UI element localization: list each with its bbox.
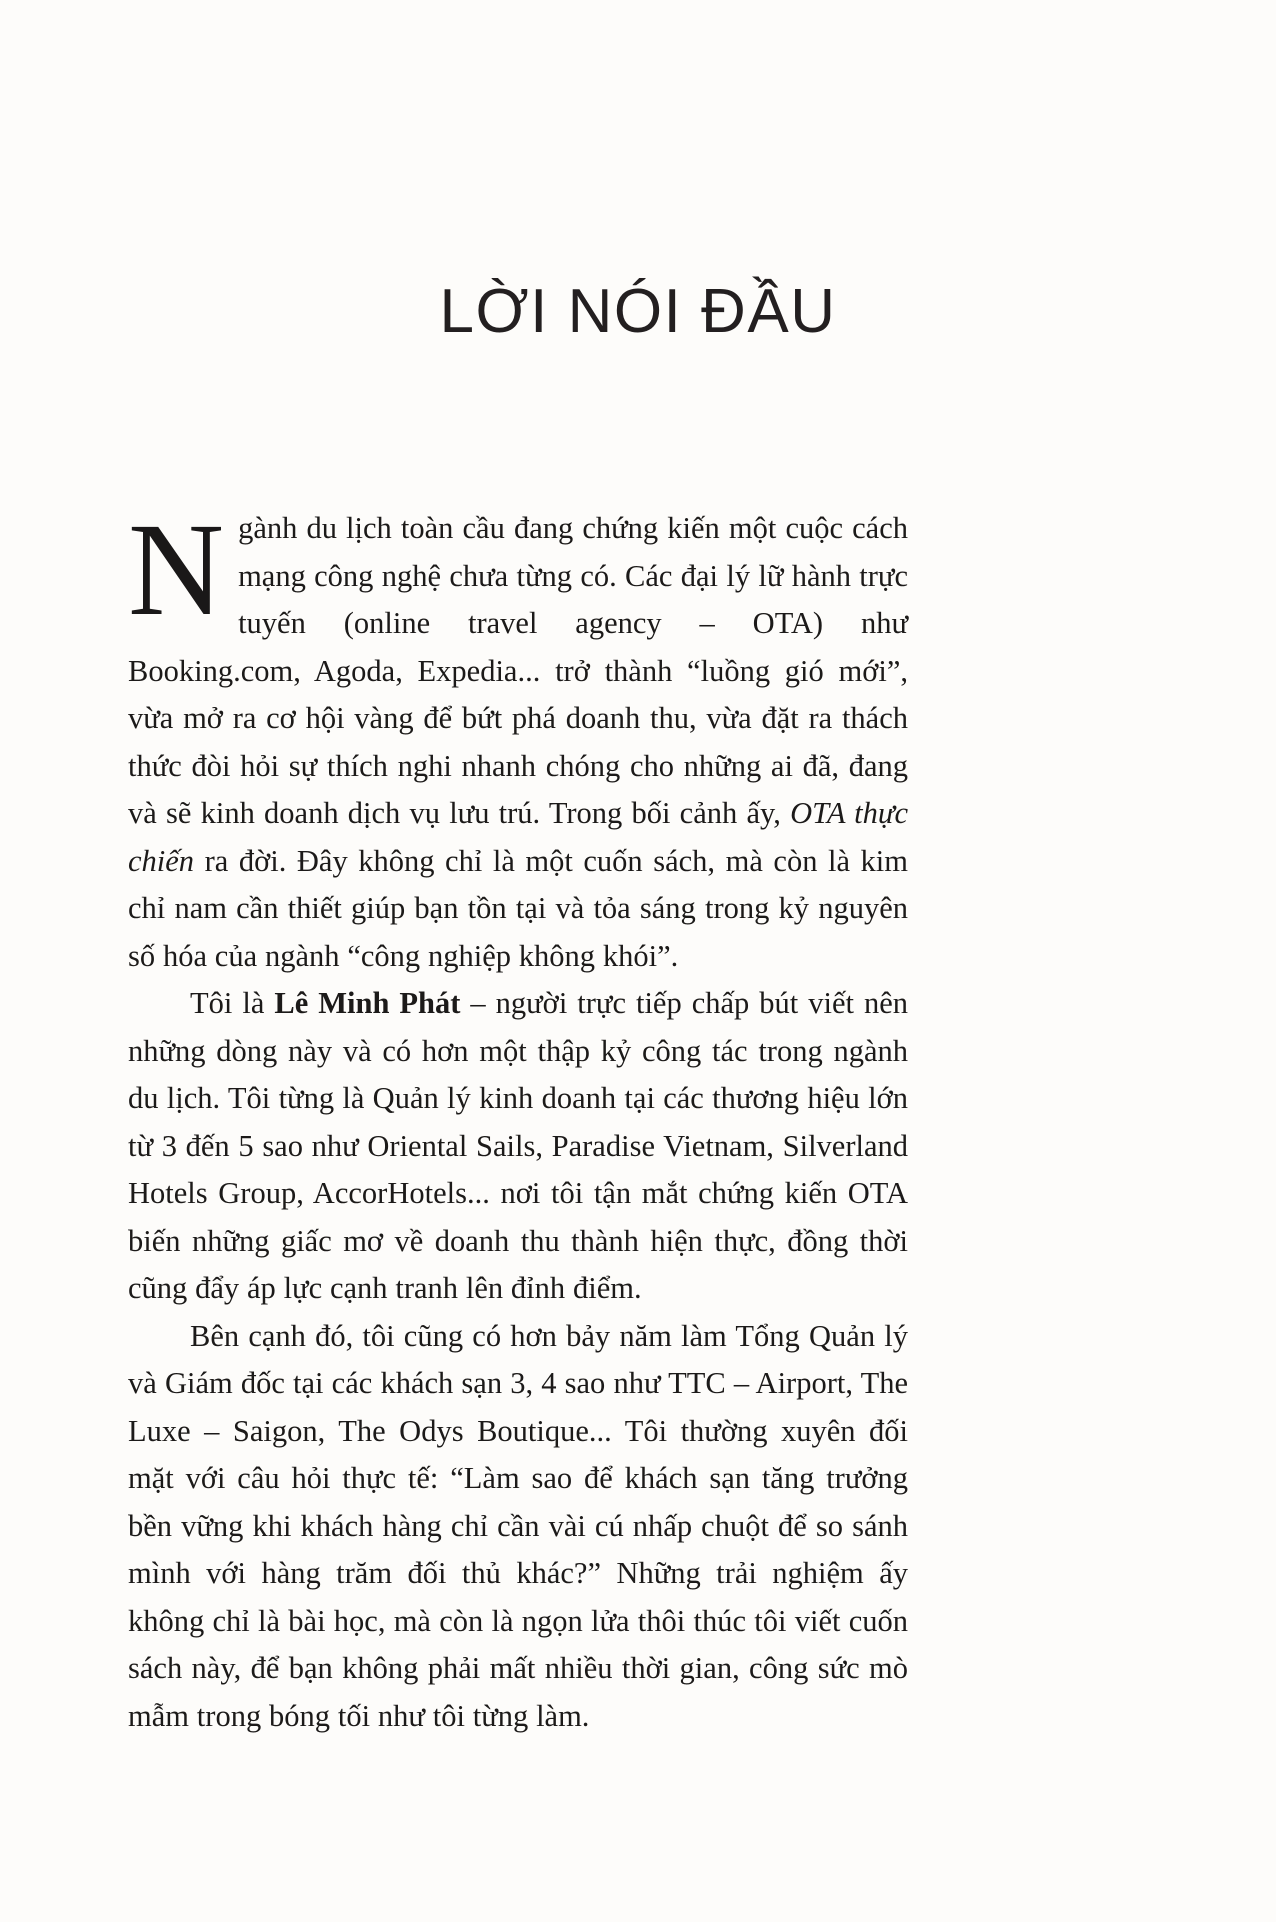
text-run: ra đời. Đây không chỉ là một cuốn sách, mà còn là kim chỉ nam cần thiết giúp bạn tồn tại và tỏa sáng trong kỷ nguyên số hóa của ngành “công nghiệp không khói”. [128,843,908,973]
text-run: gành du lịch toàn cầu đang chứng kiến một cuộc cách mạng công nghệ chưa từng có. Các đại lý lữ hành trực tuyến (online travel agency – OTA) như Booking.com, Agoda, Expedia... trở thành “luồng gió mới”, vừa mở ra cơ hội vàng để bứt phá doanh thu, vừa đặt ra thách thức đòi hỏi sự thích nghi nhanh chóng cho những ai đã, đang và sẽ kinh doanh dịch vụ lưu trú. Trong bối cảnh ấy, [128,511,908,830]
text-run: Bên cạnh đó, tôi cũng có hơn bảy năm làm Tổng Quản lý và Giám đốc tại các khách sạn 3, 4 sao như TTC – Airport, The Luxe – Saigon, The Odys Boutique... Tôi thường xuyên đối mặt với câu hỏi thực tế: “Làm sao để khách sạn tăng trưởng bền vững khi khách hàng chỉ cần vài cú nhấp chuột để so sánh mình với hàng trăm đối thủ khác?” Những trải nghiệm ấy không chỉ là bài học, mà còn là ngọn lửa thôi thúc tôi viết cuốn sách này, để bạn không phải mất nhiều thời gian, công sức mò mẫm trong bóng tối như tôi từng làm. [128,1318,908,1733]
text-run: – người trực tiếp chấp bút viết nên những dòng này và có hơn một thập kỷ công tác trong ngành du lịch. Tôi từng là Quản lý kinh doanh tại các thương hiệu lớn từ 3 đến 5 sao như Oriental Sails, Paradise Vietnam, Silverland Hotels Group, AccorHotels... nơi tôi tận mắt chứng kiến OTA biến những giấc mơ về doanh thu thành hiện thực, đồng thời cũng đẩy áp lực cạnh tranh lên đỉnh điểm. [128,986,908,1305]
italic-run: OTA thực chiến [128,796,908,878]
paragraph-list [128,495,908,1740]
page-title: LỜI NÓI ĐẦU [439,276,837,346]
paragraph-p3 [128,1313,908,1741]
paragraph-p1 [128,495,908,980]
body-text-column [128,495,908,1740]
paragraph-p2 [128,980,908,1313]
text-run: Tôi là [190,986,275,1020]
bold-run: Lê Minh Phát [274,986,461,1020]
drop-cap: N [128,495,225,643]
